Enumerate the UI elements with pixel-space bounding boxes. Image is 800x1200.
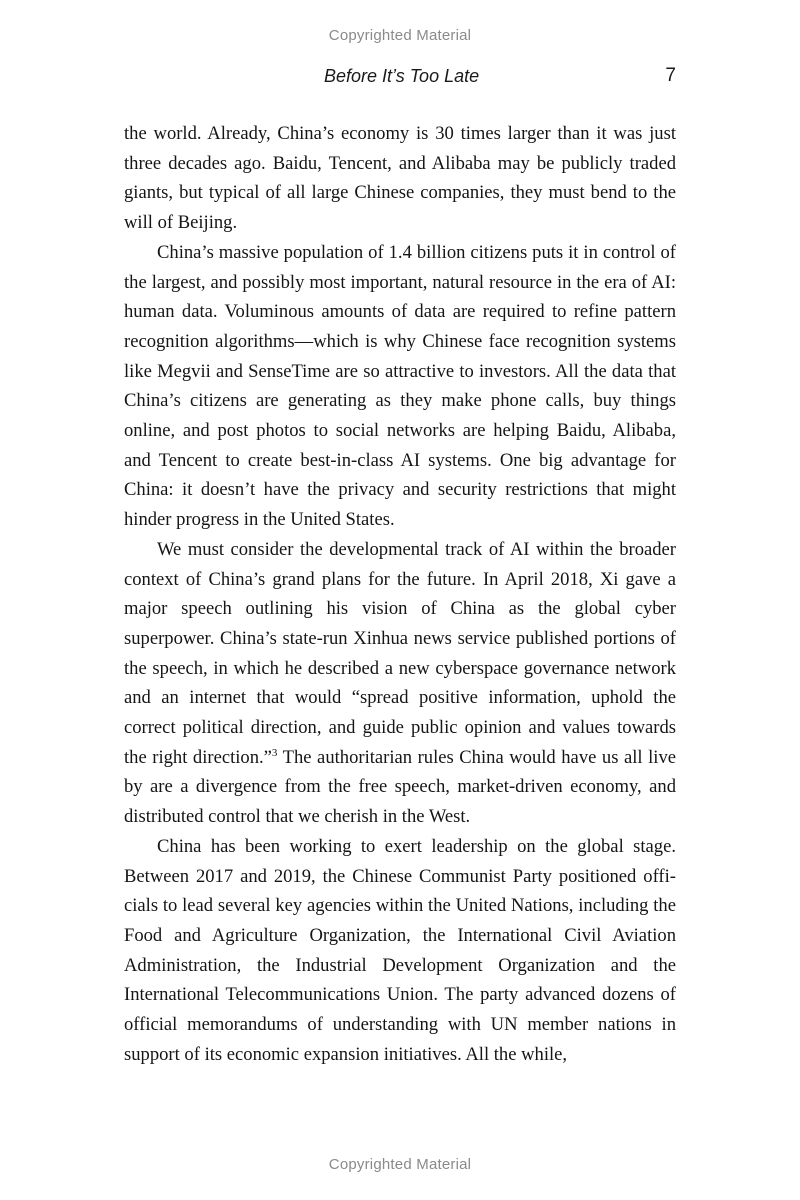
copyright-watermark-top: Copyrighted Material: [328, 27, 472, 44]
paragraph-text-after-note: The authoritarian rules China would have us all live by are a divergence from the free speech, market-driven economy, and distributed control that we cherish in the West.: [124, 746, 676, 828]
page-number: 7: [665, 65, 676, 86]
body-text: [124, 119, 676, 1070]
paragraph: China has been working to exert leadership on the global stage. Between 2017 and 2019, the Chinese Communist Party positioned officials to lead several key agencies within the United Nations, including the Food and Agriculture Organization, the International Civil Aviation Administration, the Industrial Development Organization and the International Telecommunications Union. The party advanced dozens of official memorandums of understanding with UN member nations in support of its economic expansion initiatives. All the while,: [124, 835, 676, 1065]
paragraph-text-before-note: We must consider the developmental track of AI within the broader context of China’s grand plans for the future. In April 2018, Xi gave a major speech outlining his vision of China as the global cyber superpower. China’s state-run Xinhua news service published portions of the speech, in which he described a new cyberspace governance network and an internet that would “spread positive information, uphold the correct political direction, and guide public opinion and values towards the right direction.”: [124, 538, 676, 768]
paragraph-continued: the world. Already, China’s economy is 30 times larger than it was just three decades ago. Baidu, Tencent, and Alibaba may be publicly traded giants, but typical of all large Chinese companies, they must bend to the will of Beijing.: [124, 123, 676, 234]
running-header: [124, 66, 676, 92]
copyright-watermark-bottom: Copyrighted Material: [328, 1156, 472, 1173]
paragraph-with-footnote: [124, 535, 676, 832]
footnote-reference[interactable]: 3: [271, 746, 278, 759]
running-title: Before It’s Too Late: [324, 66, 480, 86]
paragraph: China’s massive population of 1.4 billion citizens puts it in control of the largest, and possibly most important, natural resource in the era of AI: human data. Voluminous amounts of data are required to refine pattern recognition algorithms—which is why Chinese face recognition systems like Megvii and SenseTime are so attractive to investors. All the data that China’s citizens are generating as they make phone calls, buy things online, and post photos to social networks are helping Baidu, Alibaba, and Tencent to create best-in-class AI systems. One big advantage for China: it doesn’t have the privacy and security restrictions that might hinder progress in the United States.: [124, 241, 676, 531]
